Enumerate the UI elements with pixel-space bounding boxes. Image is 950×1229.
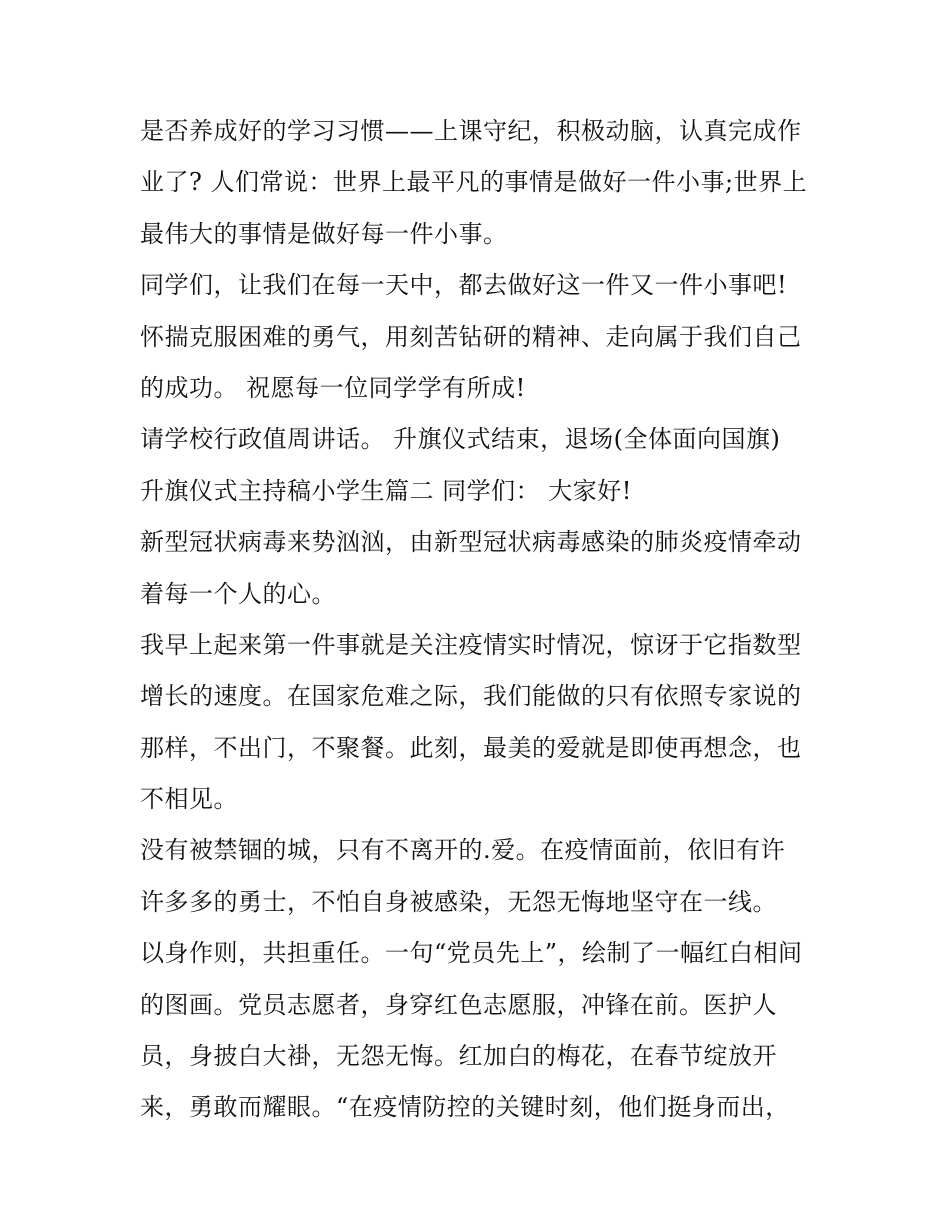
- text-line: 怀揣克服困难的勇气，用刻苦钻研的精神、走向属于我们自己: [140, 322, 802, 351]
- text-line: 那样，不出门，不聚餐。此刻，最美的爱就是即使再想念，也: [140, 733, 802, 762]
- text-line: 不相见。: [140, 785, 238, 814]
- text-line: 同学们，让我们在每一天中，都去做好这一件又一件小事吧!: [140, 271, 788, 300]
- document-body: [140, 106, 820, 1134]
- text-line: 没有被禁锢的城，只有不离开的.爱。在疫情面前，依旧有许: [140, 836, 786, 865]
- text-line: 着每一个人的心。: [140, 579, 336, 608]
- text-line: 业了? 人们常说：世界上最平凡的事情是做好一件小事;世界上: [140, 168, 808, 197]
- text-line: 是否养成好的学习习惯——上课守纪，积极动脑，认真完成作: [140, 117, 802, 145]
- text-line: 我早上起来第一件事就是关注疫情实时情况，惊讶于它指数型: [140, 630, 802, 659]
- text-line: 许多多的勇士，不怕自身被感染，无怨无悔地坚守在一线。: [140, 887, 777, 916]
- text-line: 增长的速度。在国家危难之际，我们能做的只有依照专家说的: [140, 682, 802, 711]
- text-line: 请学校行政值周讲话。 升旗仪式结束，退场(全体面向国旗): [140, 425, 781, 454]
- text-line: 以身作则，共担重任。一句“党员先上”，绘制了一幅红白相间: [140, 939, 803, 968]
- text-line: 的图画。党员志愿者，身穿红色志愿服，冲锋在前。医护人: [140, 990, 777, 1019]
- text-line: 最伟大的事情是做好每一件小事。: [140, 219, 508, 248]
- text-line: 来，勇敢而耀眼。“在疫情防控的关键时刻，他们挺身而出，: [140, 1093, 790, 1122]
- text-line: 升旗仪式主持稿小学生篇二 同学们： 大家好!: [140, 476, 632, 505]
- text-line: 的成功。 祝愿每一位同学学有所成!: [140, 373, 526, 402]
- text-line: 员，身披白大褂，无怨无悔。红加白的梅花，在春节绽放开: [140, 1042, 777, 1071]
- text-line: 新型冠状病毒来势汹汹，由新型冠状病毒感染的肺炎疫情牵动: [140, 528, 802, 557]
